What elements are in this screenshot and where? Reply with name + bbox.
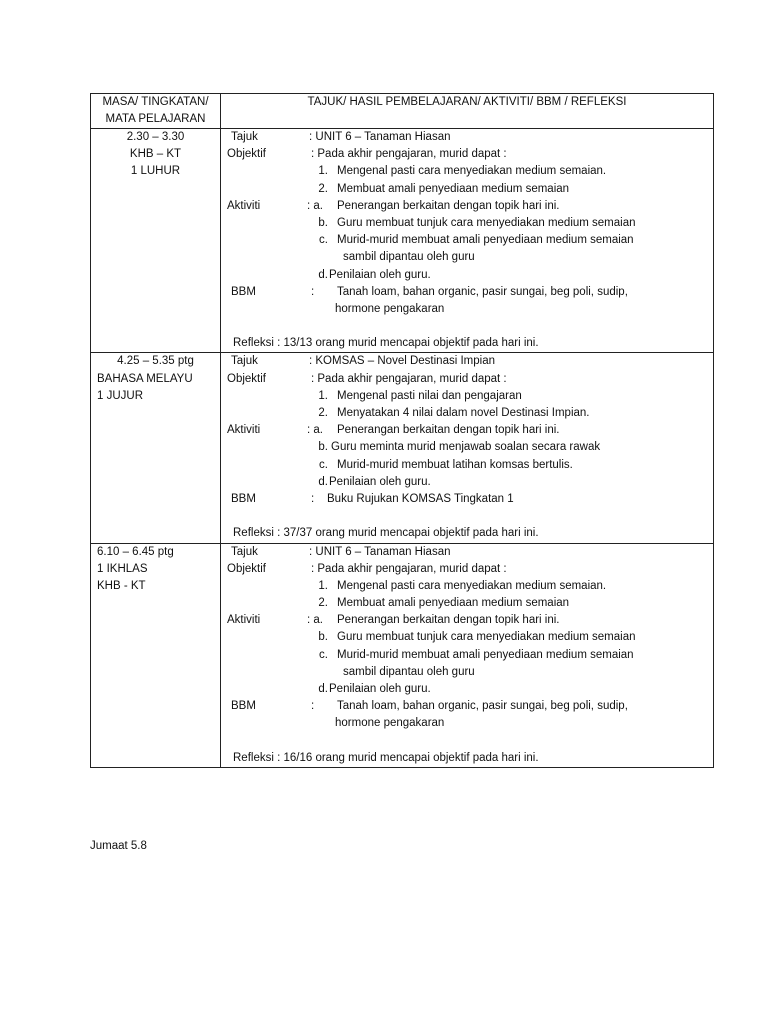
header-time-class-subject [91,94,221,129]
aktiviti-letter: d. [318,475,328,488]
objektif-label: Objektif [227,372,266,385]
lesson-time: 4.25 – 5.35 ptg [117,355,194,368]
header-col2: TAJUK/ HASIL PEMBELAJARAN/ AKTIVITI/ BBM / REFLEKSI [307,96,627,108]
aktiviti-letter: d. [318,683,328,695]
objektif-label: Objektif [227,562,266,575]
lesson-3-details [221,543,714,767]
bbm-colon: : [311,285,315,298]
lesson-subject: KHB - KT [97,579,146,592]
bbm-value: Buku Rujukan KOMSAS Tingkatan 1 [327,492,514,505]
tajuk-value: : UNIT 6 – Tanaman Hiasan [309,131,451,143]
aktiviti-label: Aktiviti [227,424,261,437]
objektif-item: Mengenal pasti nilai dan pengajaran [337,389,522,402]
aktiviti-item: Guru membuat tunjuk cara menyediakan medium semaian [337,216,636,229]
lesson-class: BAHASA MELAYU [97,372,193,385]
bbm-colon: : [311,492,315,505]
lesson-subject: 1 JUJUR [97,389,144,402]
bbm-label: BBM [231,492,256,505]
objektif-num: 2. [318,182,328,195]
aktiviti-item: Murid-murid membuat amali penyediaan medium semaian [337,648,634,661]
aktiviti-item: Penerangan berkaitan dengan topik hari ini. [337,614,560,627]
lesson-class: 1 IKHLAS [97,562,148,575]
aktiviti-item-continued: sambil dipantau oleh guru [343,251,475,264]
objektif-item: Membuat amali penyediaan medium semaian [337,597,570,610]
header-col1-line1: MASA/ TINGKATAN/ [102,96,209,108]
refleksi: Refleksi : 16/16 orang murid mencapai objektif pada hari ini. [233,751,539,764]
lesson-3-meta [91,543,221,767]
objektif-num: 2. [318,597,328,610]
aktiviti-letter: c. [319,234,328,247]
objektif-label: Objektif [227,148,266,161]
aktiviti-item: Penilaian oleh guru. [329,268,431,281]
objektif-intro: : Pada akhir pengajaran, murid dapat : [311,372,507,385]
day-date-heading: Jumaat 5.8 [90,840,147,852]
aktiviti-letter: b. [318,631,328,644]
lesson-row-3 [91,543,714,767]
objektif-item: Menyatakan 4 nilai dalam novel Destinasi Impian. [337,407,590,419]
header-details [221,94,714,129]
objektif-intro: : Pada akhir pengajaran, murid dapat : [311,562,507,575]
tajuk-label: Tajuk [231,131,258,143]
aktiviti-letter: c. [319,458,328,471]
lesson-subject: 1 LUHUR [130,165,181,178]
objektif-num: 1. [318,165,328,178]
bbm-value: Tanah loam, bahan organic, pasir sungai, beg poli, sudip, [337,700,628,713]
lesson-1-meta [91,129,221,353]
objektif-num: 1. [318,579,328,592]
bbm-label: BBM [231,700,256,713]
aktiviti-item: Guru meminta murid menjawab soalan secara rawak [331,441,601,454]
aktiviti-label: Aktiviti [227,614,261,627]
bbm-value-continued: hormone pengakaran [335,717,445,730]
aktiviti-item: Penerangan berkaitan dengan topik hari ini. [337,199,560,212]
bbm-colon: : [311,700,315,713]
lesson-plan-table [90,93,714,768]
aktiviti-letter: : a. [307,424,323,437]
aktiviti-letter: d. [318,268,328,281]
aktiviti-item: Guru membuat tunjuk cara menyediakan medium semaian [337,631,636,644]
header-col1-line2: MATA PELAJARAN [105,113,206,125]
lesson-1-details [221,129,714,353]
bbm-value-continued: hormone pengakaran [335,302,445,315]
aktiviti-letter: : a. [307,199,323,212]
aktiviti-item: Penilaian oleh guru. [329,683,431,695]
tajuk-value: : UNIT 6 – Tanaman Hiasan [309,545,451,558]
lesson-2-details [221,353,714,543]
aktiviti-letter: b. [318,216,328,229]
aktiviti-item-continued: sambil dipantau oleh guru [343,665,475,678]
bbm-label: BBM [231,285,256,298]
aktiviti-letter: c. [319,648,328,661]
objektif-num: 2. [318,407,328,419]
lesson-row-1 [91,129,714,353]
objektif-item: Mengenal pasti cara menyediakan medium semaian. [337,579,607,592]
tajuk-label: Tajuk [231,355,258,368]
lesson-time: 6.10 – 6.45 ptg [97,545,174,558]
tajuk-label: Tajuk [231,545,258,558]
objektif-item: Membuat amali penyediaan medium semaian [337,182,570,195]
aktiviti-item: Penilaian oleh guru. [329,475,431,488]
refleksi: Refleksi : 37/37 orang murid mencapai objektif pada hari ini. [233,527,539,540]
refleksi: Refleksi : 13/13 orang murid mencapai objektif pada hari ini. [233,337,539,350]
lesson-2-meta [91,353,221,543]
aktiviti-label: Aktiviti [227,199,261,212]
aktiviti-item: Murid-murid membuat amali penyediaan medium semaian [337,234,634,247]
lesson-row-2 [91,353,714,543]
bbm-value: Tanah loam, bahan organic, pasir sungai, beg poli, sudip, [337,285,628,298]
aktiviti-letter: : a. [307,614,323,627]
lesson-time: 2.30 – 3.30 [126,131,185,143]
aktiviti-letter: b. [318,441,328,454]
header-row [91,94,714,129]
objektif-intro: : Pada akhir pengajaran, murid dapat : [311,148,507,161]
tajuk-value: : KOMSAS – Novel Destinasi Impian [309,355,495,368]
aktiviti-item: Murid-murid membuat latihan komsas bertulis. [337,458,573,471]
lesson-class: KHB – KT [129,148,182,161]
objektif-item: Mengenal pasti cara menyediakan medium semaian. [337,165,607,178]
objektif-num: 1. [318,389,328,402]
aktiviti-item: Penerangan berkaitan dengan topik hari ini. [337,424,560,437]
